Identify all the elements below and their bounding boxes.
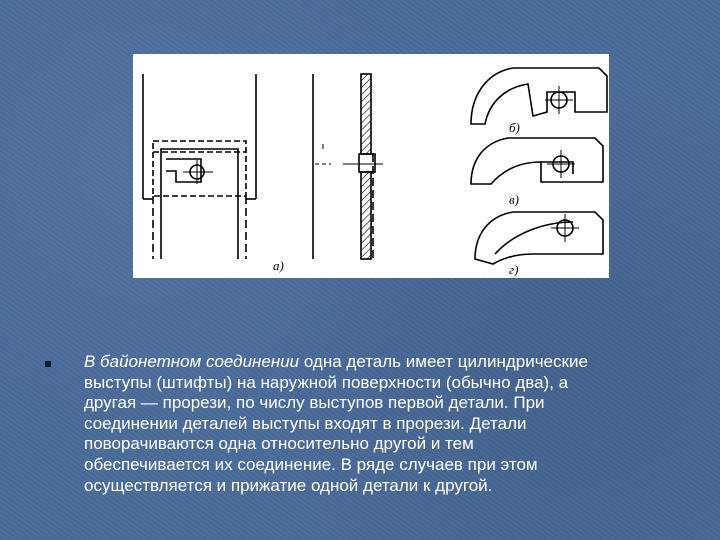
label-b: б) bbox=[509, 120, 520, 135]
paragraph-line-0: одна деталь имеет цилиндрические bbox=[299, 352, 588, 371]
bullet-square-icon bbox=[45, 361, 51, 367]
paragraph-line-3: соединении деталей выступы входят в прорези. Детали bbox=[84, 413, 527, 433]
label-a: а) bbox=[273, 258, 284, 273]
view-a-left bbox=[143, 74, 256, 259]
label-v: в) bbox=[509, 192, 519, 207]
slot-shape-v bbox=[471, 138, 603, 184]
paragraph-text bbox=[84, 352, 684, 496]
paragraph-lead: В байонетном соединении bbox=[84, 352, 300, 371]
paragraph-line-2: другая — прорези, по числу выступов первой детали. При bbox=[84, 393, 545, 413]
slot-shape-g bbox=[475, 212, 603, 264]
paragraph-line-1: выступы (штифты) на наружной поверхности (обычно два), а bbox=[84, 372, 569, 392]
paragraph-line-6: осуществляется и прижатие одной детали к другой. bbox=[84, 475, 493, 495]
label-g: г) bbox=[509, 262, 519, 277]
view-a-section bbox=[313, 74, 383, 259]
bayonet-joint-figure bbox=[133, 54, 609, 278]
paragraph-line-5: обеспечивается их соединение. В ряде случаев при этом bbox=[84, 454, 538, 474]
paragraph-line-4: поворачиваются одна относительно другой и тем bbox=[84, 434, 474, 454]
slot-shape-b bbox=[471, 68, 607, 124]
